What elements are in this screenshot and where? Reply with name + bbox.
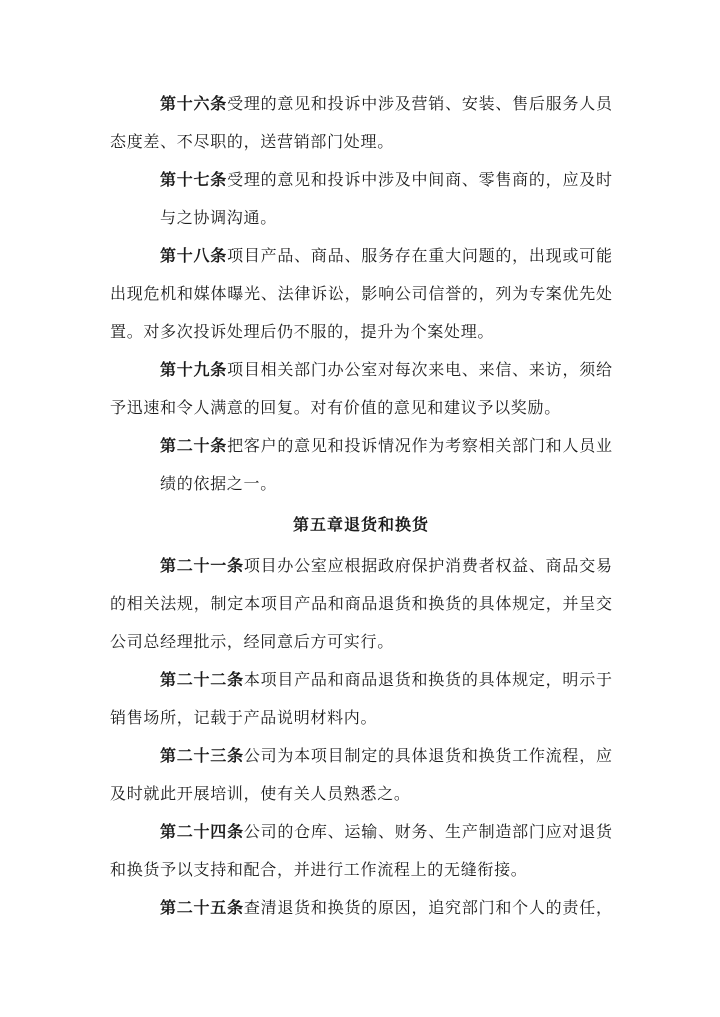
article-paragraph	[110, 427, 612, 503]
text-line	[110, 889, 612, 927]
article-label: 第十九条	[160, 360, 228, 379]
text-line	[110, 313, 612, 351]
article-text: 项目产品、商品、服务存在重大问题的，出现或可能	[227, 246, 612, 265]
article-label: 第二十条	[160, 436, 228, 455]
text-line	[110, 85, 612, 123]
article-paragraph	[110, 661, 612, 737]
text-line	[110, 813, 612, 851]
article-text: 态度差、不尽职的，送营销部门处理。	[110, 132, 394, 151]
article-text: 公司为本项目制定的具体退货和换货工作流程，应	[243, 746, 612, 765]
article-paragraph	[110, 737, 612, 813]
article-label: 第二十二条	[160, 670, 244, 689]
text-line	[110, 123, 612, 161]
article-text: 及时就此开展培训，使有关人员熟悉之。	[110, 784, 411, 803]
article-text: 与之协调沟通。	[160, 208, 277, 227]
text-line	[110, 161, 612, 199]
article-label: 第二十三条	[160, 746, 244, 765]
article-text: 出现危机和媒体曝光、法律诉讼，影响公司信誉的，列为专案优先处	[110, 284, 612, 303]
article-paragraph	[110, 237, 612, 351]
text-line	[110, 465, 612, 503]
text-line	[110, 199, 612, 237]
article-text: 把客户的意见和投诉情况作为考察相关部门和人员业	[227, 436, 612, 455]
article-paragraph	[110, 813, 612, 889]
text-line	[110, 661, 612, 699]
article-label: 第二十四条	[160, 822, 244, 841]
article-text: 公司的仓库、运输、财务、生产制造部门应对退货	[243, 822, 612, 841]
text-line	[110, 389, 612, 427]
article-text: 本项目产品和商品退货和换货的具体规定，明示于	[243, 670, 612, 689]
article-text: 项目相关部门办公室对每次来电、来信、来访，须给	[227, 360, 612, 379]
text-line	[110, 623, 612, 661]
text-line	[110, 851, 612, 889]
text-line	[110, 275, 612, 313]
article-paragraph	[110, 351, 612, 427]
article-text: 项目办公室应根据政府保护消费者权益、商品交易	[243, 556, 612, 575]
document-page	[110, 85, 612, 927]
article-paragraph	[110, 85, 612, 161]
text-line	[110, 427, 612, 465]
article-text: 受理的意见和投诉中涉及中间商、零售商的，应及时	[227, 170, 612, 189]
article-text: 查清退货和换货的原因，追究部门和个人的责任，	[243, 898, 612, 917]
text-line	[110, 737, 612, 775]
article-paragraph	[110, 889, 612, 927]
text-line	[110, 351, 612, 389]
text-line	[110, 547, 612, 585]
text-line	[110, 585, 612, 623]
article-label: 第二十五条	[160, 898, 244, 917]
article-label: 第十七条	[160, 170, 228, 189]
article-text: 受理的意见和投诉中涉及营销、安装、售后服务人员	[227, 94, 612, 113]
text-line	[110, 237, 612, 275]
article-label: 第二十一条	[160, 556, 244, 575]
article-text: 予迅速和令人满意的回复。对有价值的意见和建议予以奖励。	[110, 398, 561, 417]
chapter-heading: 第五章退货和换货	[292, 515, 429, 534]
article-label: 第十六条	[160, 94, 228, 113]
article-text: 的相关法规，制定本项目产品和商品退货和换货的具体规定，并呈交	[110, 594, 612, 613]
article-text: 和换货予以支持和配合，并进行工作流程上的无缝衔接。	[110, 860, 528, 879]
article-paragraph	[110, 547, 612, 661]
article-text: 公司总经理批示，经同意后方可实行。	[110, 632, 394, 651]
article-text: 绩的依据之一。	[160, 474, 277, 493]
article-label: 第十八条	[160, 246, 228, 265]
text-line	[110, 699, 612, 737]
article-paragraph	[110, 161, 612, 237]
text-line	[110, 775, 612, 813]
article-text: 销售场所，记载于产品说明材料内。	[110, 708, 378, 727]
article-text: 置。对多次投诉处理后仍不服的，提升为个案处理。	[110, 322, 495, 341]
